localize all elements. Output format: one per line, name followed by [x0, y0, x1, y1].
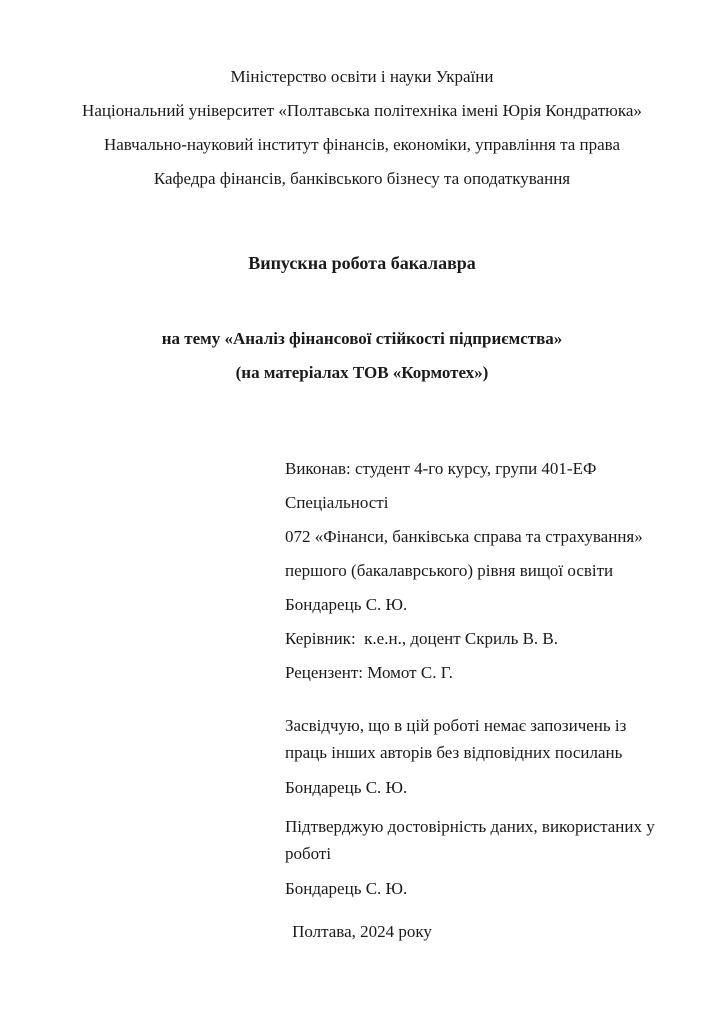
topic-line-1: на тему «Аналіз фінансової стійкості підприємства» — [161, 329, 563, 348]
author-info-block — [285, 452, 724, 690]
data-validity-statement: Підтверджую достовірність даних, використаних у роботі — [285, 817, 655, 863]
institute-line: Навчально-науковий інститут фінансів, економіки, управління та права — [103, 135, 621, 154]
department-line: Кафедра фінансів, банківського бізнесу та оподаткування — [153, 169, 571, 188]
topic-block — [0, 322, 724, 390]
performer-line: Виконав: студент 4-го курсу, групи 401-ЕФ — [285, 459, 597, 478]
statements-block — [285, 712, 657, 902]
speciality-code-line: 072 «Фінанси, банківська справа та страхування» — [285, 527, 643, 546]
institution-header — [0, 0, 724, 196]
ministry-line: Міністерство освіти і науки України — [230, 67, 494, 86]
thesis-title: Випускна робота бакалавра — [248, 253, 476, 273]
data-validity-signature: Бондарець С. Ю. — [285, 879, 408, 898]
degree-level-line: першого (бакалаврського) рівня вищої освіти — [285, 561, 614, 580]
originality-signature: Бондарець С. Ю. — [285, 778, 408, 797]
author-name-line: Бондарець С. Ю. — [285, 595, 408, 614]
supervisor-line: Керівник: к.е.н., доцент Скриль В. В. — [285, 629, 558, 648]
university-line: Національний університет «Полтавська політехніка імені Юрія Кондратюка» — [82, 101, 642, 120]
title-block — [0, 246, 724, 280]
originality-statement: Засвідчую, що в цій роботі немає запозичень із праць інших авторів без відповідних посилань — [285, 716, 627, 762]
topic-line-2: (на матеріалах ТОВ «Кормотех») — [235, 363, 489, 382]
city-year-footer: Полтава, 2024 року — [292, 922, 432, 941]
reviewer-line: Рецензент: Момот С. Г. — [285, 663, 453, 682]
speciality-label-line: Спеціальності — [285, 493, 389, 512]
